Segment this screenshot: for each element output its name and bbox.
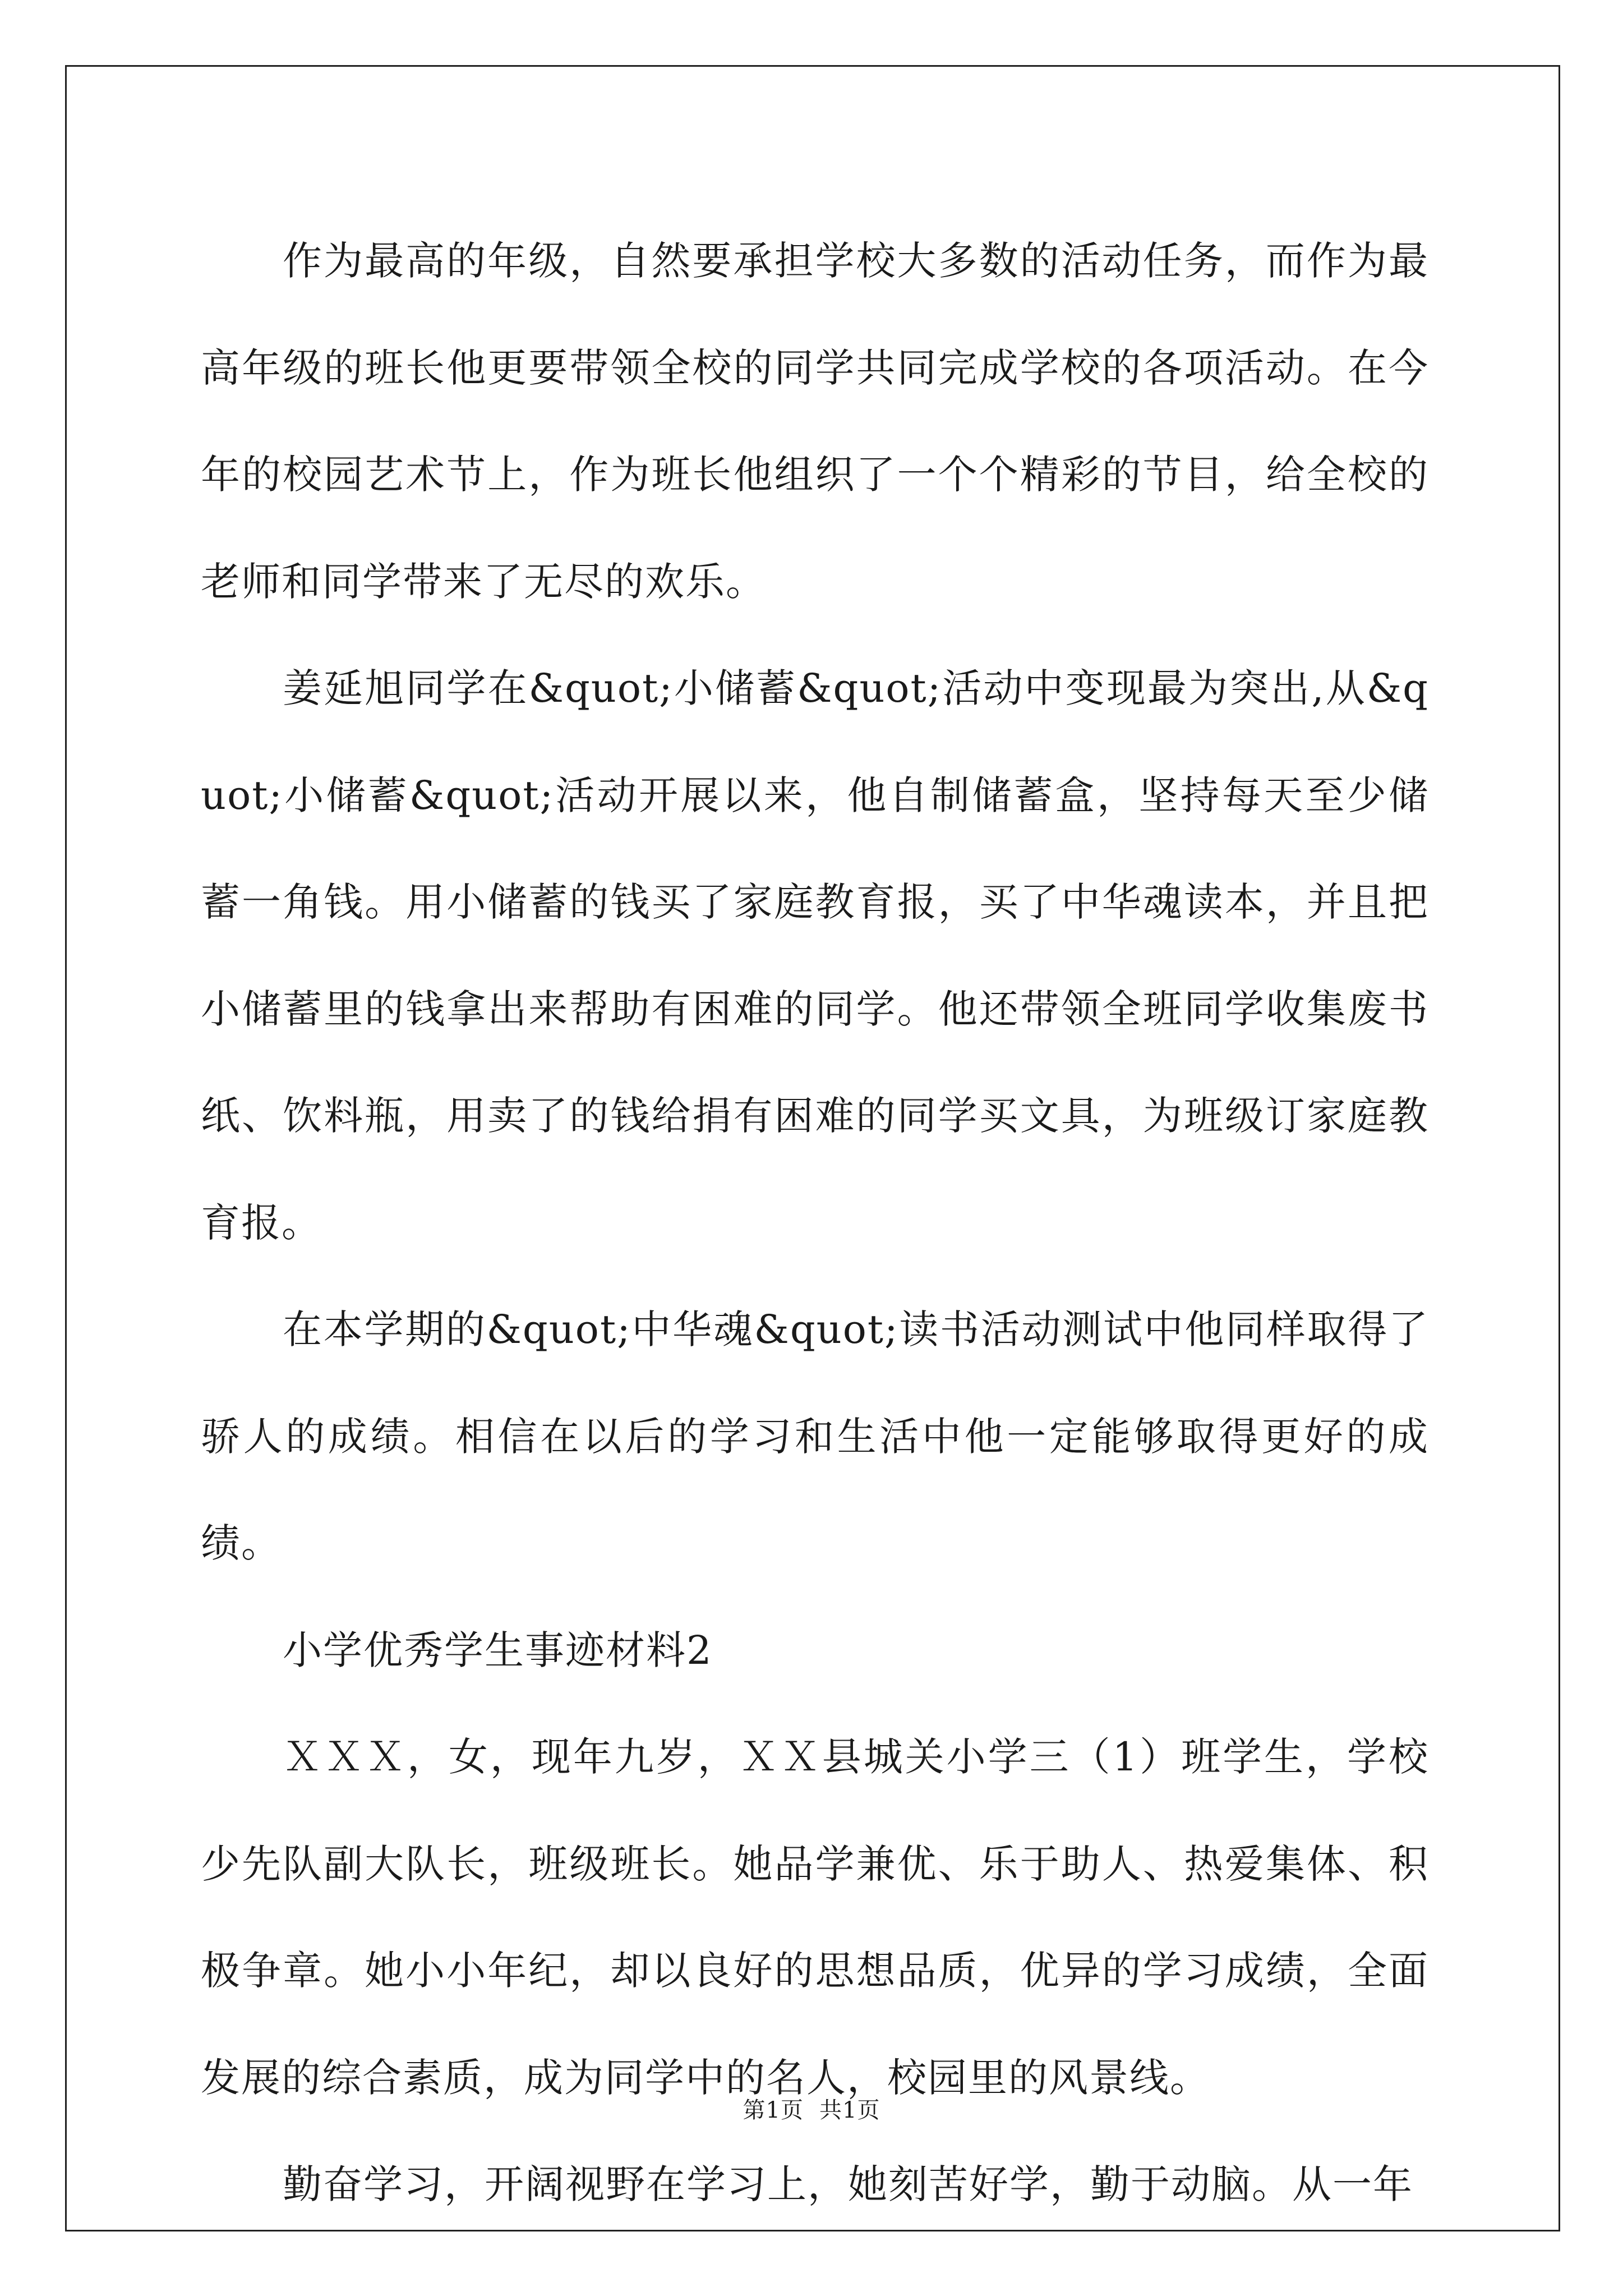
section-heading: 小学优秀学生事迹材料2 <box>283 1627 713 1673</box>
page-total: 共1页 <box>819 2097 880 2123</box>
paragraph-1: 作为最高的年级，自然要承担学校大多数的活动任务，而作为最高年级的班长他更要带领全校的同学共同完成学校的各项活动。在今年的校园艺术节上，作为班长他组织了一个个精彩的节目，给全校的老师和同学带来了无尽的欢乐。 <box>201 238 1429 605</box>
page-footer <box>0 2092 1623 2124</box>
document-body <box>201 208 1429 2238</box>
paragraph-4: ＸＸＸ，女，现年九岁，ＸＸ县城关小学三（1）班学生，学校少先队副大队长，班级班长。她品学兼优、乐于助人、热爱集体、积极争章。她小小年纪，却以良好的思想品质，优异的学习成绩，全面发展的综合素质，成为同学中的名人，校园里的风景线。 <box>201 1734 1429 2101</box>
paragraph-2: 姜延旭同学在&quot;小储蓄&quot;活动中变现最为突出,从&quot;小储蓄&quot;活动开展以来，他自制储蓄盒，坚持每天至少储蓄一角钱。用小储蓄的钱买了家庭教育报，买了中华魂读本，并且把小储蓄里的钱拿出来帮助有困难的同学。他还带领全班同学收集废书纸、饮料瓶，用卖了的钱给捐有困难的同学买文具，为班级订家庭教育报。 <box>201 665 1429 1246</box>
paragraph-3: 在本学期的&quot;中华魂&quot;读书活动测试中他同样取得了骄人的成绩。相信在以后的学习和生活中他一定能够取得更好的成绩。 <box>201 1306 1429 1566</box>
paragraph-5: 勤奋学习，开阔视野在学习上，她刻苦好学，勤于动脑。从一年 <box>283 2161 1413 2207</box>
page-number: 第1页 <box>743 2097 804 2123</box>
